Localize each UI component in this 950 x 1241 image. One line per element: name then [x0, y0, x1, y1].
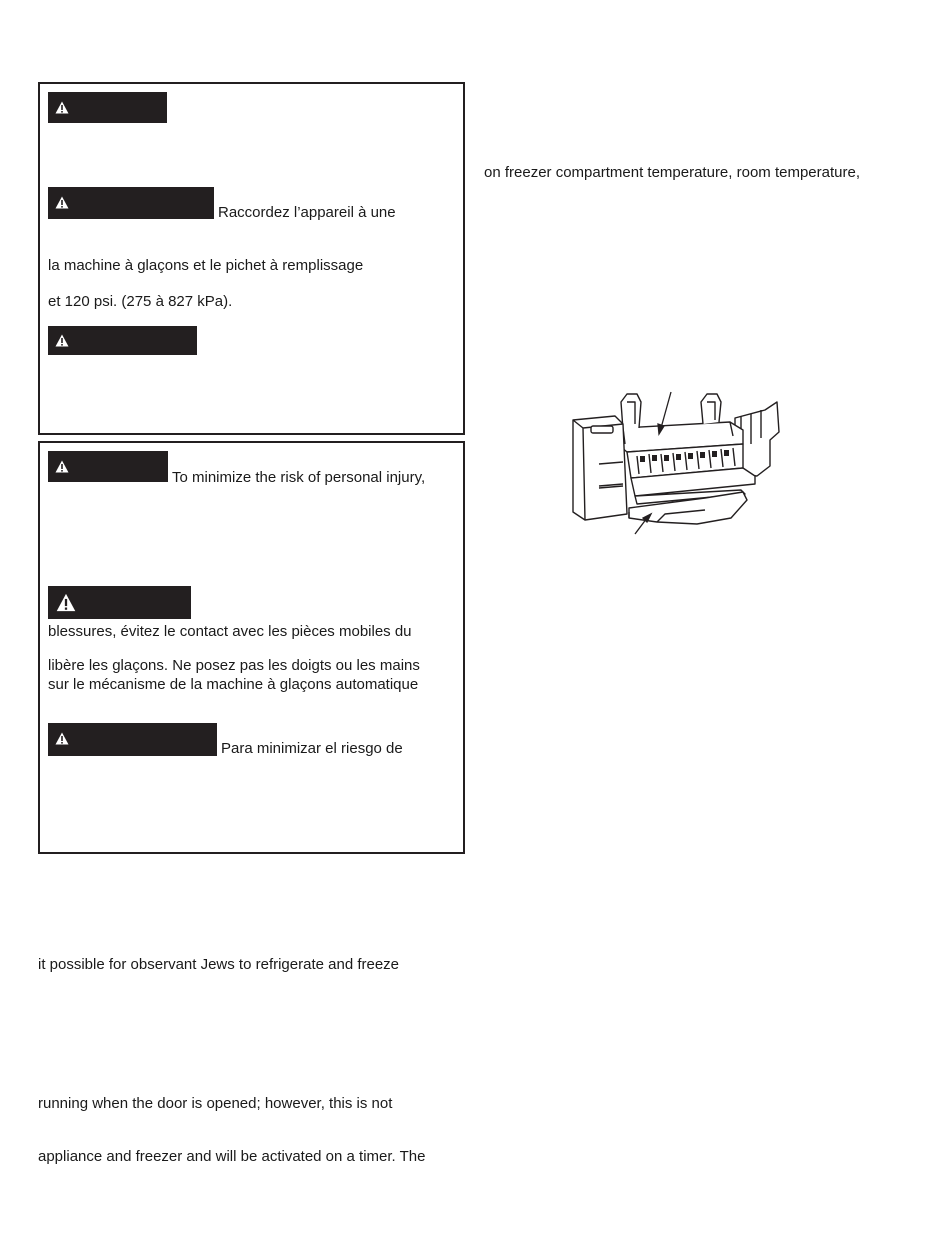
warning-tag-fr — [48, 586, 191, 619]
fr-warning-line-3: sur le mécanisme de la machine à glaçons automatique — [48, 676, 419, 693]
warning-triangle-icon — [55, 334, 69, 347]
fr-warning-text-tail: Raccordez l’appareil à une — [218, 204, 396, 221]
warning-tag-en — [48, 451, 168, 482]
warning-triangle-icon — [55, 101, 69, 114]
fr-warning-line-1: blessures, évitez le contact avec les pièces mobiles du — [48, 623, 412, 640]
avertissement-tag — [48, 187, 214, 219]
warning-triangle-icon — [55, 732, 69, 745]
fr-warning-text-line-3: et 120 psi. (275 à 827 kPa). — [48, 293, 233, 310]
body-right-line-1: on freezer compartment temperature, room temperature, — [484, 164, 860, 181]
body-left-line-1: it possible for observant Jews to refrigerate and freeze — [38, 956, 400, 973]
warning-triangle-icon — [56, 593, 76, 612]
warning-tag-3 — [48, 326, 197, 355]
warning-tag-1 — [48, 92, 167, 123]
warning-tag-es — [48, 723, 217, 756]
warning-triangle-icon — [55, 196, 69, 209]
en-warning-text-tail: To minimize the risk of personal injury, — [172, 469, 426, 486]
body-left-line-3: appliance and freezer and will be activated on a timer. The — [38, 1148, 426, 1165]
es-warning-text-tail: Para minimizar el riesgo de — [221, 740, 403, 757]
ice-maker-icon — [565, 388, 797, 538]
fr-warning-line-2: libère les glaçons. Ne posez pas les doigts ou les mains — [48, 657, 420, 674]
warning-box-2 — [38, 441, 465, 854]
warning-triangle-icon — [55, 460, 69, 473]
body-left-line-2: running when the door is opened; however, this is not — [38, 1095, 393, 1112]
fr-warning-text-line-2: la machine à glaçons et le pichet à remplissage — [48, 257, 364, 274]
